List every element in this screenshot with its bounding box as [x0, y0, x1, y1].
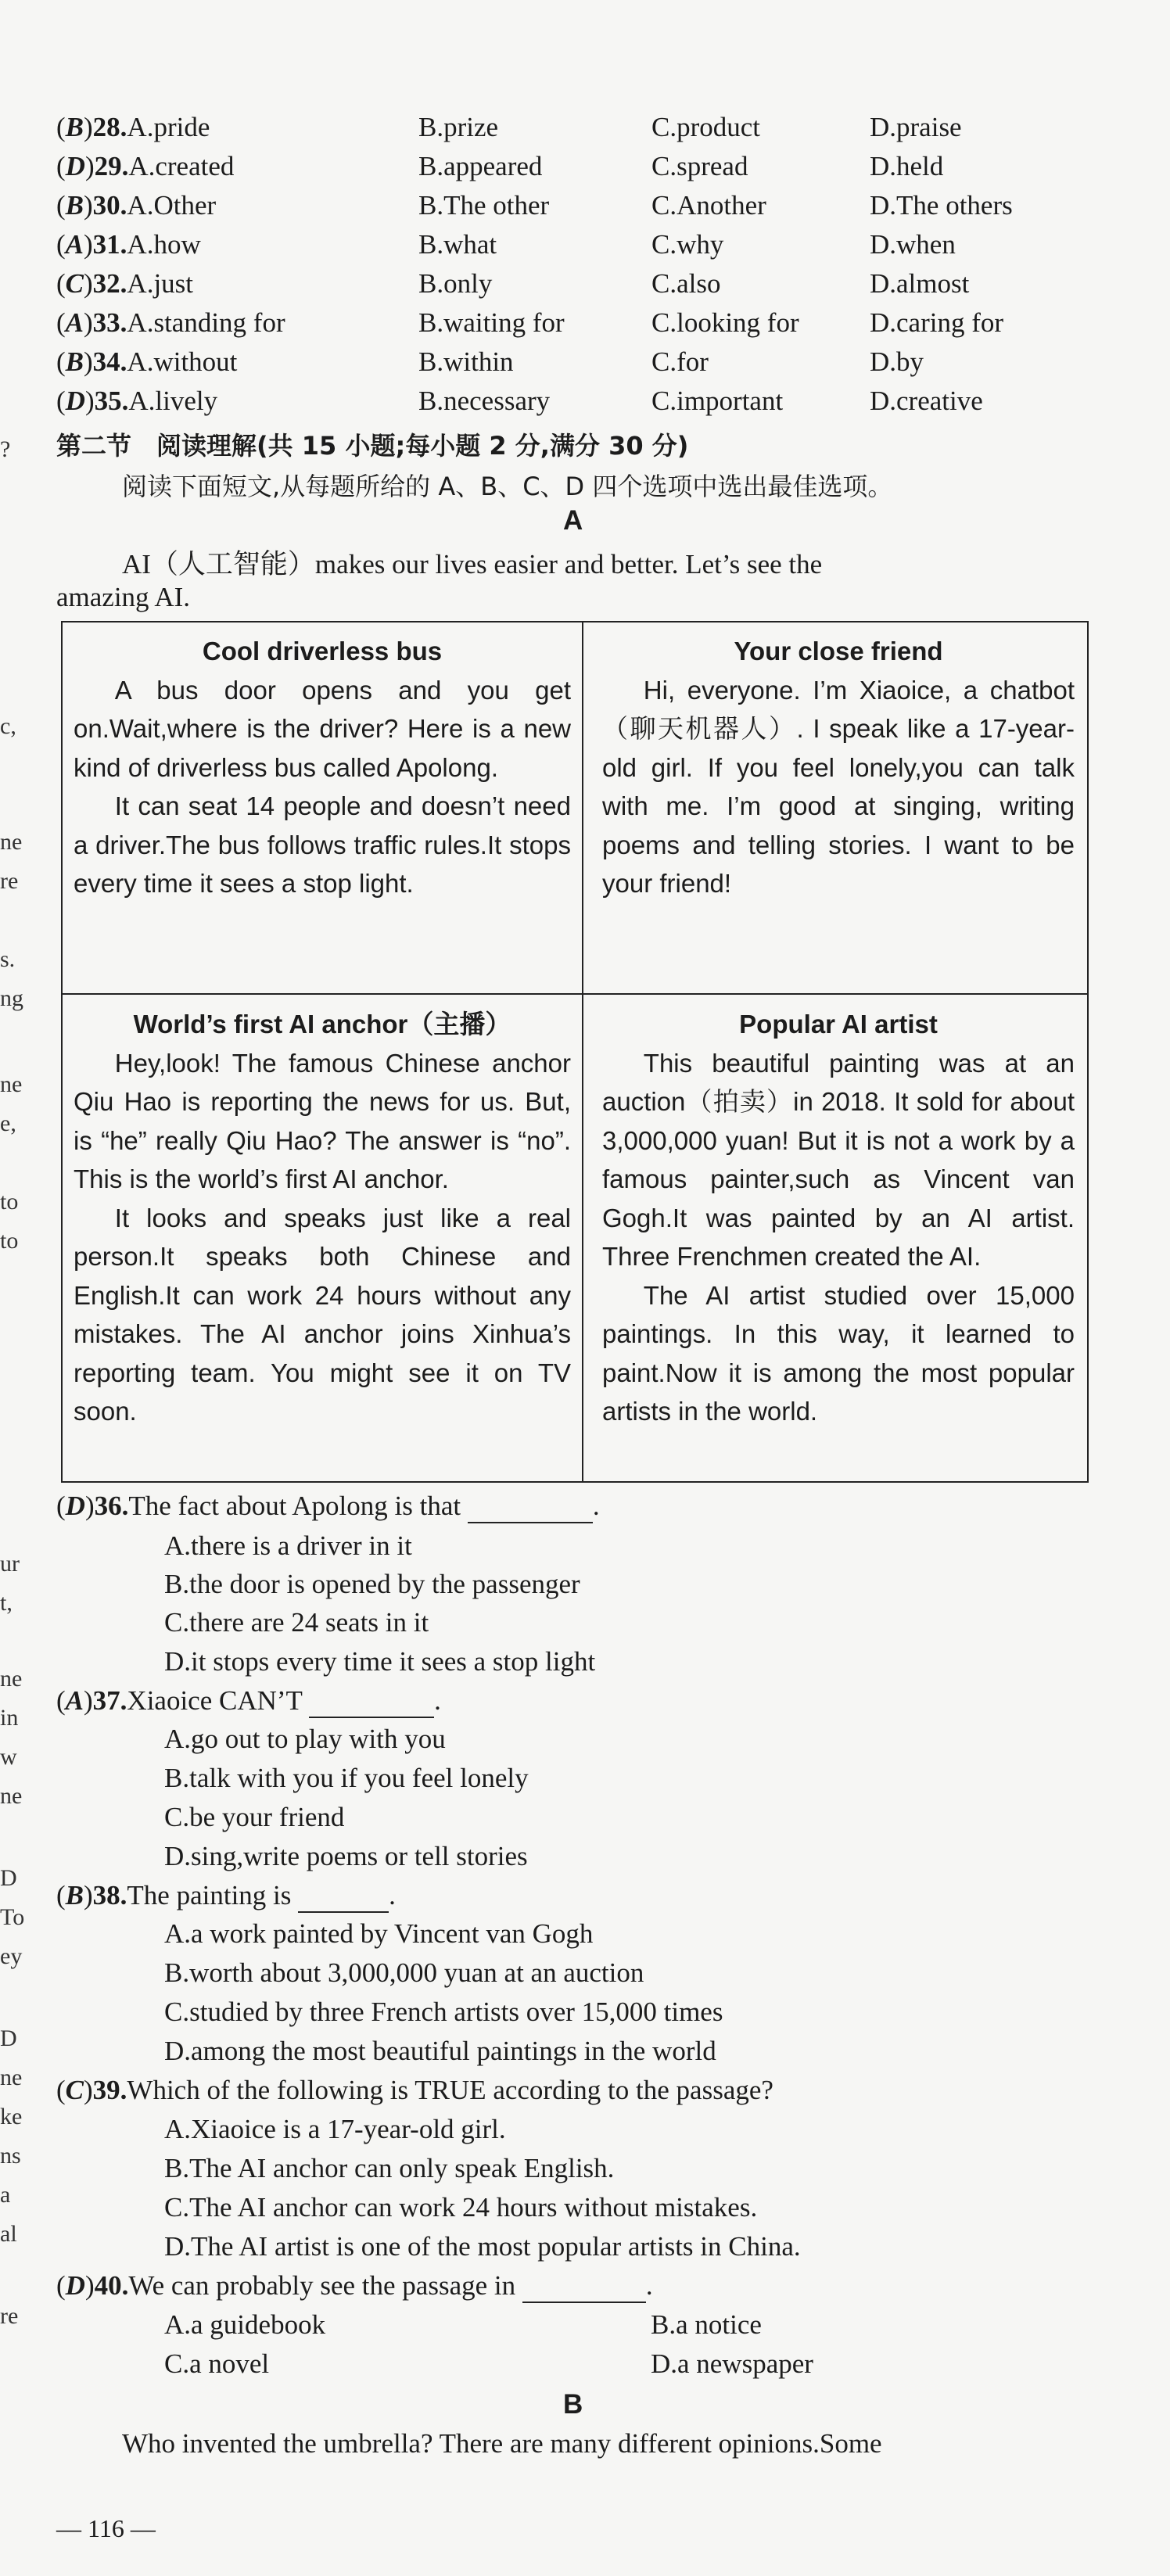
cloze-row: (A)33.A.standing for B.waiting for C.looking for D.caring for: [56, 307, 1004, 338]
option: A.there is a driver in it: [164, 1530, 412, 1561]
option: A.a guidebook: [164, 2309, 326, 2340]
option: C.The AI anchor can work 24 hours without mistakes.: [164, 2192, 758, 2223]
option: B.the door is opened by the passenger: [164, 1569, 580, 1599]
cell-title: World’s first AI anchor（主播）: [133, 1010, 511, 1039]
cloze-row: (B)28.A.pride B.prize C.product D.praise: [56, 112, 962, 142]
option: D.a newspaper: [651, 2348, 813, 2379]
answer-blank: [522, 2270, 646, 2303]
table-divider: [61, 993, 1089, 995]
option: B.a notice: [651, 2309, 762, 2340]
option: C.a novel: [164, 2348, 270, 2379]
cell-ai-anchor: World’s first AI anchor（主播） Hey,look! The famous Chinese anchor Qiu Hao is reporting the news for us. But, is “he” really Qiu Hao? The answer is “no”. This is the world’s first AI anchor. It looks and speaks just like a real person.It speaks both Chinese and English.It can work 24 hours without any mistakes. The AI anchor joins Xinhua’s reporting team. You might see it on TV soon.: [74, 1005, 571, 1431]
option: B.The AI anchor can only speak English.: [164, 2153, 615, 2183]
table-divider: [582, 621, 583, 1483]
option: C.be your friend: [164, 1802, 345, 1832]
option: A.a work painted by Vincent van Gogh: [164, 1918, 594, 1949]
passage-intro: AI（人工智能）makes our lives easier and better. Let’s see the: [122, 549, 823, 579]
option: B.talk with you if you feel lonely: [164, 1763, 529, 1793]
option: D.it stops every time it sees a stop light: [164, 1646, 596, 1677]
option: C.studied by three French artists over 15,000 times: [164, 1997, 723, 2027]
cell-title: Your close friend: [734, 637, 943, 666]
cloze-row: (B)34.A.without B.within C.for D.by: [56, 346, 924, 377]
passage-label: A: [563, 505, 583, 536]
option: A.Xiaoice is a 17-year-old girl.: [164, 2114, 506, 2144]
cloze-row: (B)30.A.Other B.The other C.Another D.The others: [56, 190, 1013, 221]
section-title: 第二节 阅读理解(共 15 小题;每小题 2 分,满分 30 分): [56, 431, 689, 461]
cloze-row: (C)32.A.just B.only C.also D.almost: [56, 268, 970, 299]
page-number: — 116 —: [56, 2514, 156, 2542]
answer-blank: [298, 1880, 389, 1913]
cell-title: Popular AI artist: [739, 1010, 938, 1039]
option: B.worth about 3,000,000 yuan at an auction: [164, 1957, 644, 1988]
cell-title: Cool driverless bus: [202, 637, 443, 666]
answer-blank: [468, 1491, 593, 1523]
section-instruction: 阅读下面短文,从每题所给的 A、B、C、D 四个选项中选出最佳选项。: [122, 472, 893, 501]
cloze-row: (D)29.A.created B.appeared C.spread D.held: [56, 151, 944, 181]
option: C.there are 24 seats in it: [164, 1607, 429, 1638]
option: A.go out to play with you: [164, 1724, 446, 1754]
option: D.The AI artist is one of the most popular artists in China.: [164, 2231, 801, 2262]
passage-intro-continued: amazing AI.: [56, 582, 191, 612]
passage-first-line: Who invented the umbrella? There are many different opinions.Some: [122, 2428, 882, 2459]
cloze-row: (D)35.A.lively B.necessary C.important D.creative: [56, 386, 983, 416]
answer-blank: [309, 1685, 434, 1718]
cell-close-friend: Your close friend Hi, everyone. I’m Xiaoice, a chatbot（聊天机器人）. I speak like a 17-year-old girl. If you feel lonely,you can talk with me. I’m good at singing, writing poems and telling stories. I want to be your friend!: [602, 632, 1075, 903]
passage-label: B: [563, 2389, 583, 2420]
option: D.among the most beautiful paintings in the world: [164, 2036, 716, 2066]
cell-ai-artist: Popular AI artist This beautiful painting was at an auction（拍卖）in 2018. It sold for about 3,000,000 yuan! But it is not a work by a famous painter,such as Vincent van Gogh.It was painted by an AI artist. Three Frenchmen created the AI. The AI artist studied over 15,000 paintings. In this way, it learned to paint.Now it is among the most popular artists in the world.: [602, 1005, 1075, 1431]
cell-driverless-bus: Cool driverless bus A bus door opens and you get on.Wait,where is the driver? Here is a new kind of driverless bus called Apolong. It can seat 14 people and doesn’t need a driver.The bus follows traffic rules.It stops every time it sees a stop light.: [74, 632, 571, 903]
cloze-row: (A)31.A.how B.what C.why D.when: [56, 229, 956, 260]
option: D.sing,write poems or tell stories: [164, 1841, 528, 1871]
